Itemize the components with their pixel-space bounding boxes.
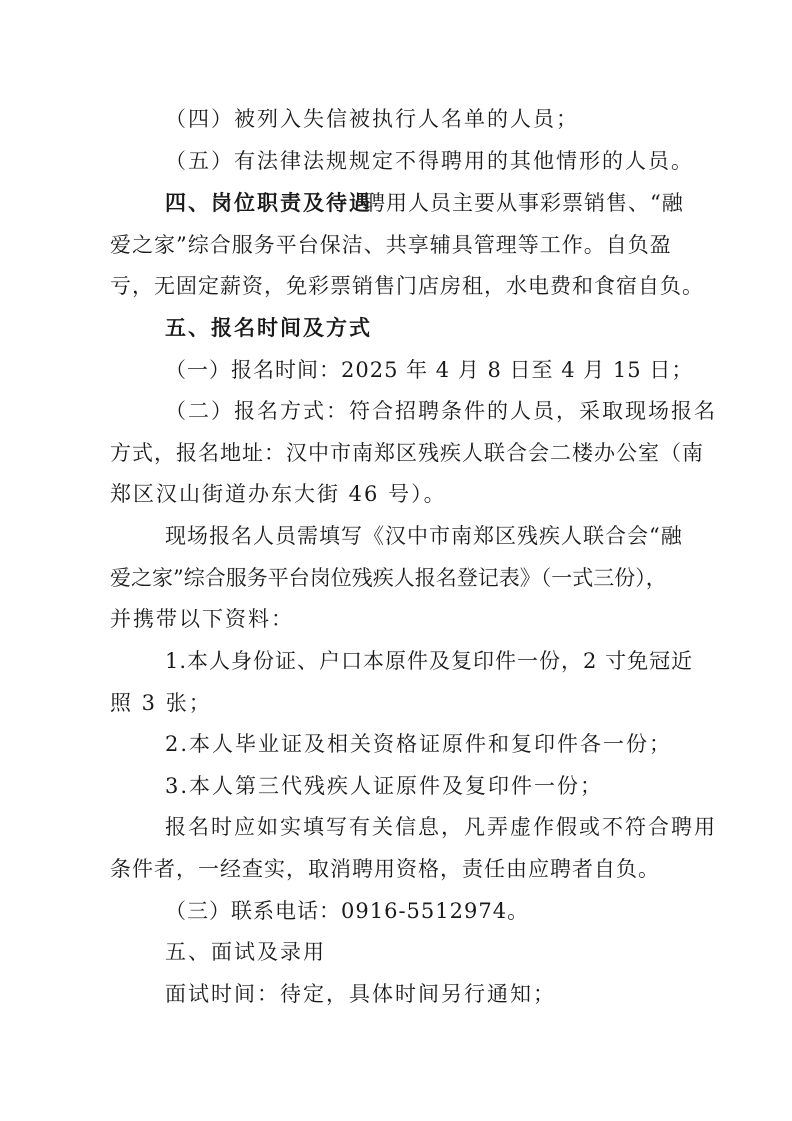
- paragraph-line: [0, 937, 792, 967]
- honesty-note-cont: 条件者，一经查实，取消聘用资格，责任由应聘者自负。: [110, 857, 660, 881]
- paragraph-line: [0, 313, 792, 343]
- paragraph-line: [0, 688, 792, 718]
- paragraph-line: [0, 230, 792, 260]
- registration-address: 郑区汉山街道办东大街 46 号）。: [110, 482, 447, 506]
- registration-form-note-cont: 爱之家”综合服务平台岗位残疾人报名登记表》（一式三份），: [110, 566, 667, 590]
- duties-text-cont: 亏，无固定薪资，免彩票销售门店房租，水电费和食宿自负。: [110, 274, 704, 298]
- duties-text-cont: 爱之家”综合服务平台保洁、共享辅具管理等工作。自负盈: [110, 233, 672, 257]
- paragraph-line: [0, 396, 792, 426]
- paragraph-line: [0, 355, 792, 385]
- paragraph-line: [0, 979, 792, 1009]
- duties-text: 聘用人员主要从事彩票销售、“融: [364, 191, 684, 215]
- paragraph-line: [0, 854, 792, 884]
- materials-intro: 并携带以下资料：: [110, 607, 294, 631]
- material-item-1-cont: 照 3 张；: [110, 691, 212, 715]
- paragraph-line: [0, 479, 792, 509]
- registration-time: （一）报名时间：2025 年 4 月 8 日至 4 月 15 日；: [165, 358, 694, 382]
- item-4-blacklist: （四）被列入失信被执行人名单的人员；: [165, 107, 579, 131]
- interview-time: 面试时间：待定，具体时间另行通知；: [165, 982, 556, 1006]
- paragraph-line: [0, 188, 792, 218]
- paragraph-line: [0, 896, 792, 926]
- paragraph-line: [0, 438, 792, 468]
- registration-method-cont: 方式，报名地址：汉中市南郑区残疾人联合会二楼办公室（南: [110, 441, 704, 465]
- item-5-other-cases: （五）有法律法规规定不得聘用的其他情形的人员。: [165, 149, 694, 173]
- paragraph-line: [0, 104, 792, 134]
- paragraph-line: [0, 271, 792, 301]
- registration-method: （二）报名方式：符合招聘条件的人员，采取现场报名: [165, 399, 717, 423]
- section-heading-registration: 五、报名时间及方式: [165, 316, 372, 340]
- contact-phone: （三）联系电话：0916-5512974。: [165, 899, 530, 923]
- paragraph-line: [0, 646, 792, 676]
- registration-form-note: 现场报名人员需填写《汉中市南郑区残疾人联合会“融: [165, 524, 683, 548]
- material-item-3: 3.本人第三代残疾人证原件及复印件一份；: [165, 774, 604, 798]
- paragraph-line: [0, 812, 792, 842]
- material-item-1: 1.本人身份证、户口本原件及复印件一份，2 寸免冠近: [165, 649, 694, 673]
- section-heading-interview: 五、面试及录用: [165, 940, 326, 964]
- honesty-note: 报名时应如实填写有关信息，凡弄虚作假或不符合聘用: [165, 815, 717, 839]
- paragraph-line: [0, 771, 792, 801]
- paragraph-line: [0, 729, 792, 759]
- paragraph-line: [0, 604, 792, 634]
- material-item-2: 2.本人毕业证及相关资格证原件和复印件各一份；: [165, 732, 673, 756]
- paragraph-line: [0, 146, 792, 176]
- paragraph-line: [0, 521, 792, 551]
- section-heading-duties: 四、岗位职责及待遇: [165, 191, 372, 215]
- paragraph-line: [0, 563, 792, 593]
